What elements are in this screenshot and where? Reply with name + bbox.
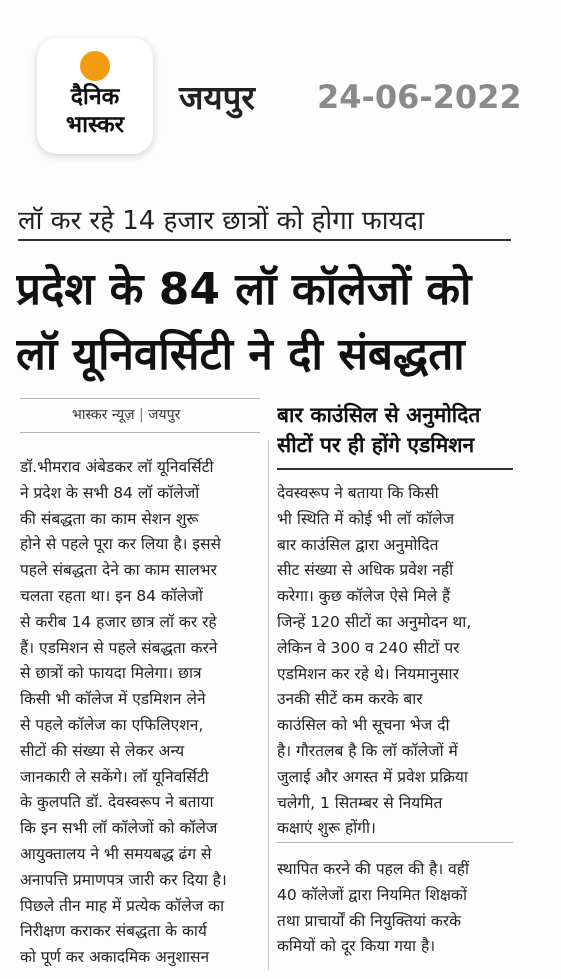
body-line: हैं। एडमिशन से पहले संबद्धता करने — [20, 638, 218, 657]
body-line: चलेगी, 1 सितम्बर से नियमित — [277, 793, 443, 812]
byline-top-rule — [20, 398, 260, 399]
edition-city: जयपुर — [179, 78, 255, 117]
logo-line-2: भास्कर — [65, 112, 125, 138]
edition-date: 24-06-2022 — [317, 78, 522, 116]
body-line: के कुलपति डॉ. देवस्वरूप ने बताया — [20, 793, 214, 812]
sun-logo-icon — [80, 51, 110, 81]
body-line: चलता रहता था। इन 84 कॉलेजों — [20, 586, 203, 605]
body-line: किसी भी कॉलेज में एडमिशन लेने — [20, 690, 206, 709]
body-line: डॉ.भीमराव अंबेडकर लॉ यूनिवर्सिटी — [20, 458, 214, 476]
body-line: सीटों की संख्या से लेकर अन्य — [20, 741, 185, 760]
body-line: से छात्रों को फायदा मिलेगा। छात्र — [20, 664, 202, 683]
body-line: निरीक्षण कराकर संबद्धता के कार्य — [20, 922, 207, 941]
subheading-line-1: बार काउंसिल से अनुमोदित — [277, 403, 481, 427]
logo-line-1: दैनिक — [70, 84, 120, 110]
body-line: काउंसिल को भी सूचना भेज दी — [277, 716, 450, 735]
body-line: करेगा। कुछ कॉलेज ऐसे मिले हैं — [277, 587, 451, 606]
byline-source: भास्कर न्यूज़ — [72, 407, 135, 423]
newspaper-logo — [37, 38, 153, 154]
body-line: पहले संबद्धता देने का काम सालभर — [20, 561, 217, 580]
body-line: जुलाई और अगस्त में प्रवेश प्रक्रिया — [277, 767, 468, 786]
headline-line-1: प्रदेश के 84 लॉ कॉलेजों को — [16, 264, 472, 315]
article-kicker: लॉ कर रहे 14 हजार छात्रों को होगा फायदा — [18, 203, 511, 241]
subheading-rule — [277, 468, 513, 470]
byline-bottom-rule — [20, 432, 260, 433]
body-line: ने प्रदेश के सभी 84 लॉ कॉलेजों — [20, 483, 200, 502]
body-line: बार काउंसिल द्वारा अनुमोदित — [277, 535, 439, 554]
article-body-left-column — [20, 455, 260, 971]
right-section-rule — [277, 842, 513, 843]
body-line: कि इन सभी लॉ कॉलेजों को कॉलेज — [20, 819, 218, 838]
body-line: पिछले तीन माह में प्रत्येक कॉलेज का — [20, 896, 225, 915]
body-line: जानकारी ले सकेंगे। लॉ यूनिवर्सिटी — [20, 767, 209, 786]
body-line: होने से पहले पूरा कर लिया है। इससे — [20, 535, 221, 554]
article-body-right-column — [277, 481, 517, 842]
body-line: तथा प्राचार्यों की नियुक्तियां करके — [277, 911, 461, 930]
body-line: से पहले कॉलेज का एफिलिएशन, — [20, 715, 204, 734]
body-line: अनापत्ति प्रमाणपत्र जारी कर दिया है। — [20, 870, 227, 889]
subheading-line-2: सीटों पर ही होंगे एडमिशन — [277, 433, 475, 457]
body-line: कक्षाएं शुरू होंगी। — [277, 819, 376, 838]
byline-separator: | — [138, 407, 144, 423]
column-divider — [268, 440, 269, 970]
body-line: को पूर्ण कर अकादमिक अनुशासन — [20, 948, 210, 967]
body-line: सीट संख्या से अधिक प्रवेश नहीं — [277, 561, 454, 580]
body-line: है। गौरतलब है कि लॉ कॉलेजों में — [277, 741, 458, 760]
body-line: से करीब 14 हजार छात्र लॉ कर रहे — [20, 612, 217, 631]
body-line: एडमिशन कर रहे थे। नियमानुसार — [277, 664, 459, 683]
body-line: की संबद्धता का काम सेशन शुरू — [20, 509, 199, 528]
byline — [72, 405, 180, 424]
article-body-right-continued — [277, 857, 517, 960]
body-line: आयुक्तालय ने भी समयबद्ध ढंग से — [20, 844, 212, 863]
body-line: देवस्वरूप ने बताया कि किसी — [277, 484, 439, 502]
body-line: लेकिन वे 300 व 240 सीटों पर — [277, 638, 460, 657]
body-line: जिन्हें 120 सीटों का अनुमोदन था, — [277, 612, 472, 631]
body-line: कमियों को दूर किया गया है। — [277, 937, 436, 956]
byline-city: जयपुर — [148, 407, 181, 423]
body-line: भी स्थिति में कोई भी लॉ कॉलेज — [277, 509, 455, 528]
headline-line-2: लॉ यूनिवर्सिटी ने दी संबद्धता — [16, 329, 465, 380]
body-line: उनकी सीटें कम करके बार — [277, 690, 423, 709]
body-line: 40 कॉलेजों द्वारा नियमित शिक्षकों — [277, 885, 467, 904]
body-line: स्थापित करने की पहल की है। वहीं — [277, 860, 470, 878]
